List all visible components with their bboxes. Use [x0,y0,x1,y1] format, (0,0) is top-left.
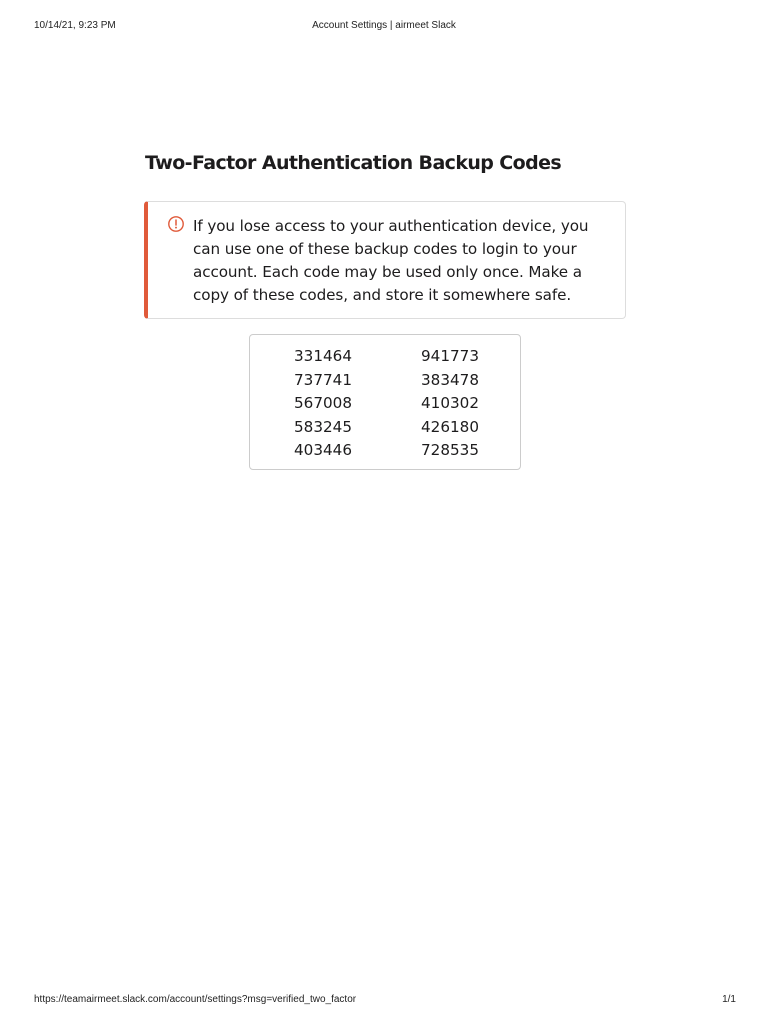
backup-code: 331464 [294,347,352,365]
alert-circle-icon [167,215,185,233]
backup-code: 410302 [421,394,479,412]
backup-code: 941773 [421,347,479,365]
backup-codes-box [249,334,521,470]
page-title: Two-Factor Authentication Backup Codes [145,152,562,174]
backup-code: 403446 [294,441,352,459]
print-page-count: 1/1 [722,994,736,1005]
backup-code: 383478 [421,370,479,389]
backup-code: 728535 [421,441,479,459]
backup-code: 567008 [294,394,352,412]
print-page-title: Account Settings | airmeet Slack [312,20,456,31]
alert-message: If you lose access to your authentication device, you can use one of these backup codes to login to your account. Each code may be used only once. Make a copy of these codes, and store it somewhere safe. [193,217,589,304]
backup-code: 737741 [294,370,352,389]
backup-code: 426180 [421,417,479,436]
print-url: https://teamairmeet.slack.com/account/settings?msg=verified_two_factor [34,994,357,1005]
print-footer [0,994,768,1008]
print-header [0,20,768,34]
backup-code: 583245 [294,417,352,436]
print-date: 10/14/21, 9:23 PM [34,20,116,31]
warning-alert [144,201,626,319]
backup-codes-list [294,345,501,463]
